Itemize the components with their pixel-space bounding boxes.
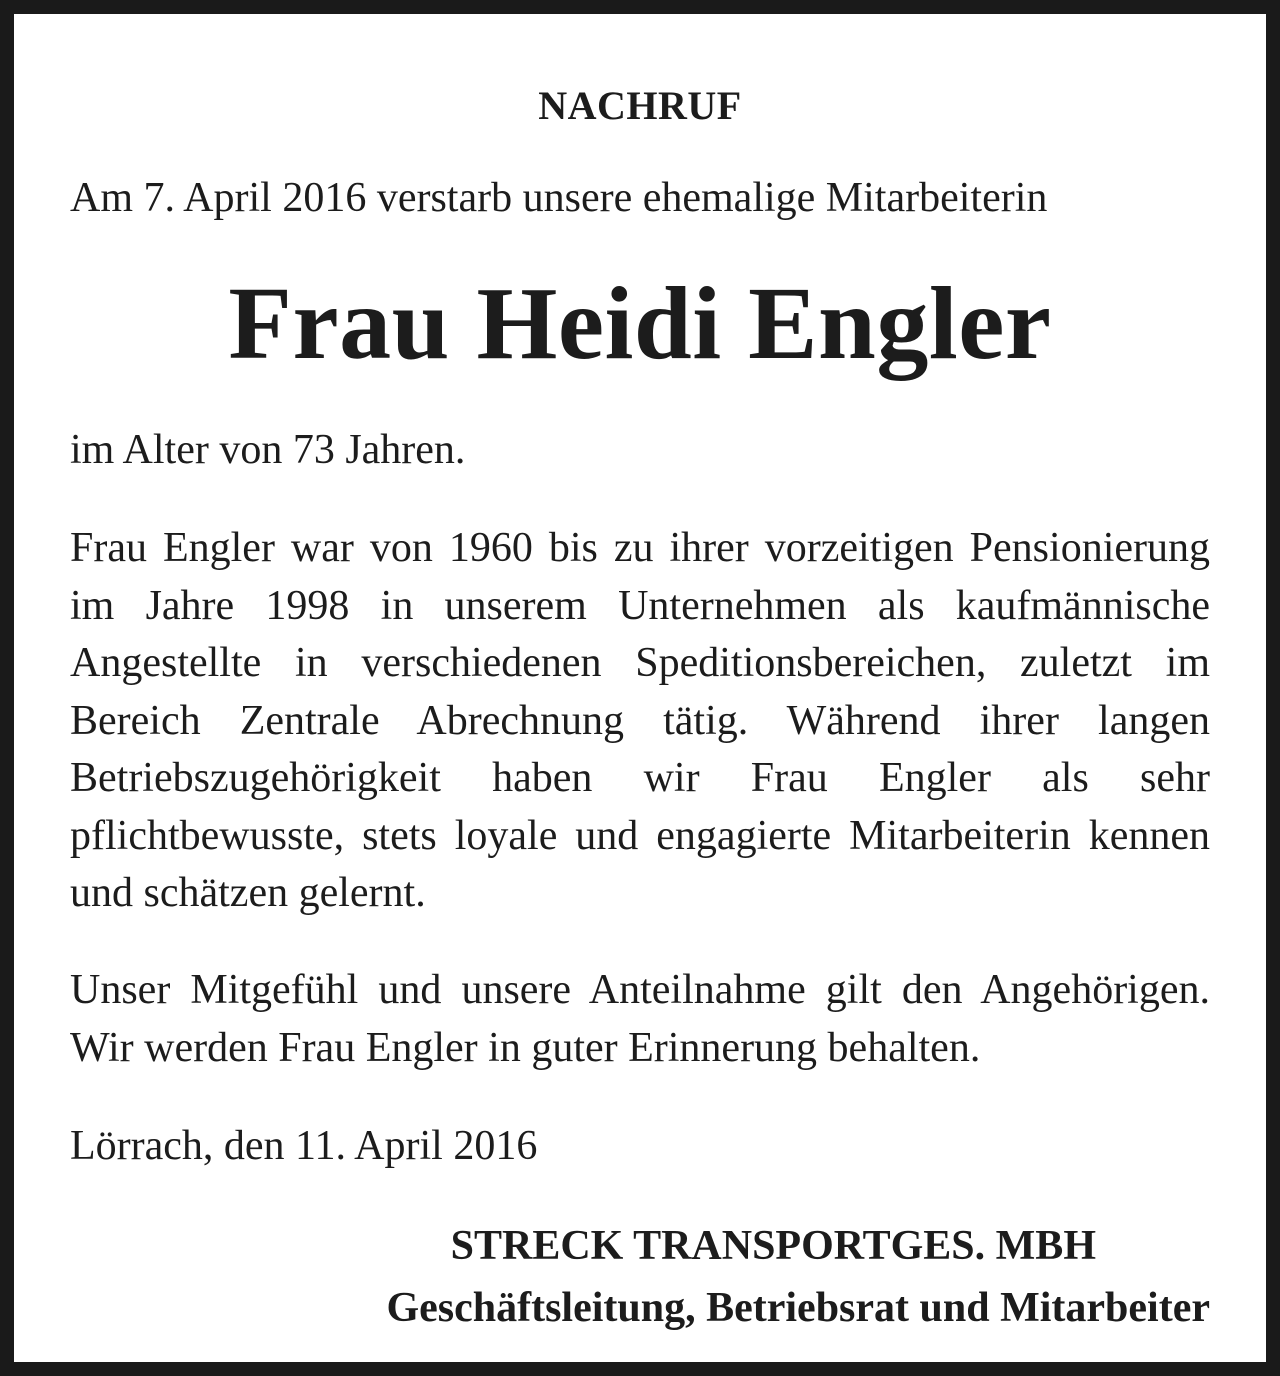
age-text: im Alter von 73 Jahren. [70, 427, 466, 473]
deceased-name: Frau Heidi Engler [228, 266, 1052, 381]
sympathy-paragraph: Unser Mitgefühl und unsere Anteilnahme gilt den Angehörigen. Wir werden Frau Engler in guter Erinnerung behalten. [70, 967, 1210, 1071]
biography-paragraph: Frau Engler war von 1960 bis zu ihrer vorzeitigen Pensionierung im Jahre 1998 in unserem Unternehmen als kaufmännische Angestellte in verschiedenen Speditionsbereichen, zuletzt im Bereich Zentrale Abrechnung tätig. Während ihrer langen Betriebszugehörigkeit haben wir Frau Engler als sehr pflichtbewusste, stets loyale und engagierte Mitarbeiterin kennen und schätzen gelernt. [70, 525, 1210, 916]
place-date: Lörrach, den 11. April 2016 [70, 1123, 538, 1169]
notice-heading: NACHRUF [538, 83, 742, 128]
company-name: STRECK TRANSPORTGES. MBH [450, 1223, 1096, 1269]
intro-text: Am 7. April 2016 verstarb unsere ehemalige Mitarbeiterin [70, 175, 1048, 221]
signers-line: Geschäftsleitung, Betriebsrat und Mitarbeiter [386, 1285, 1210, 1331]
